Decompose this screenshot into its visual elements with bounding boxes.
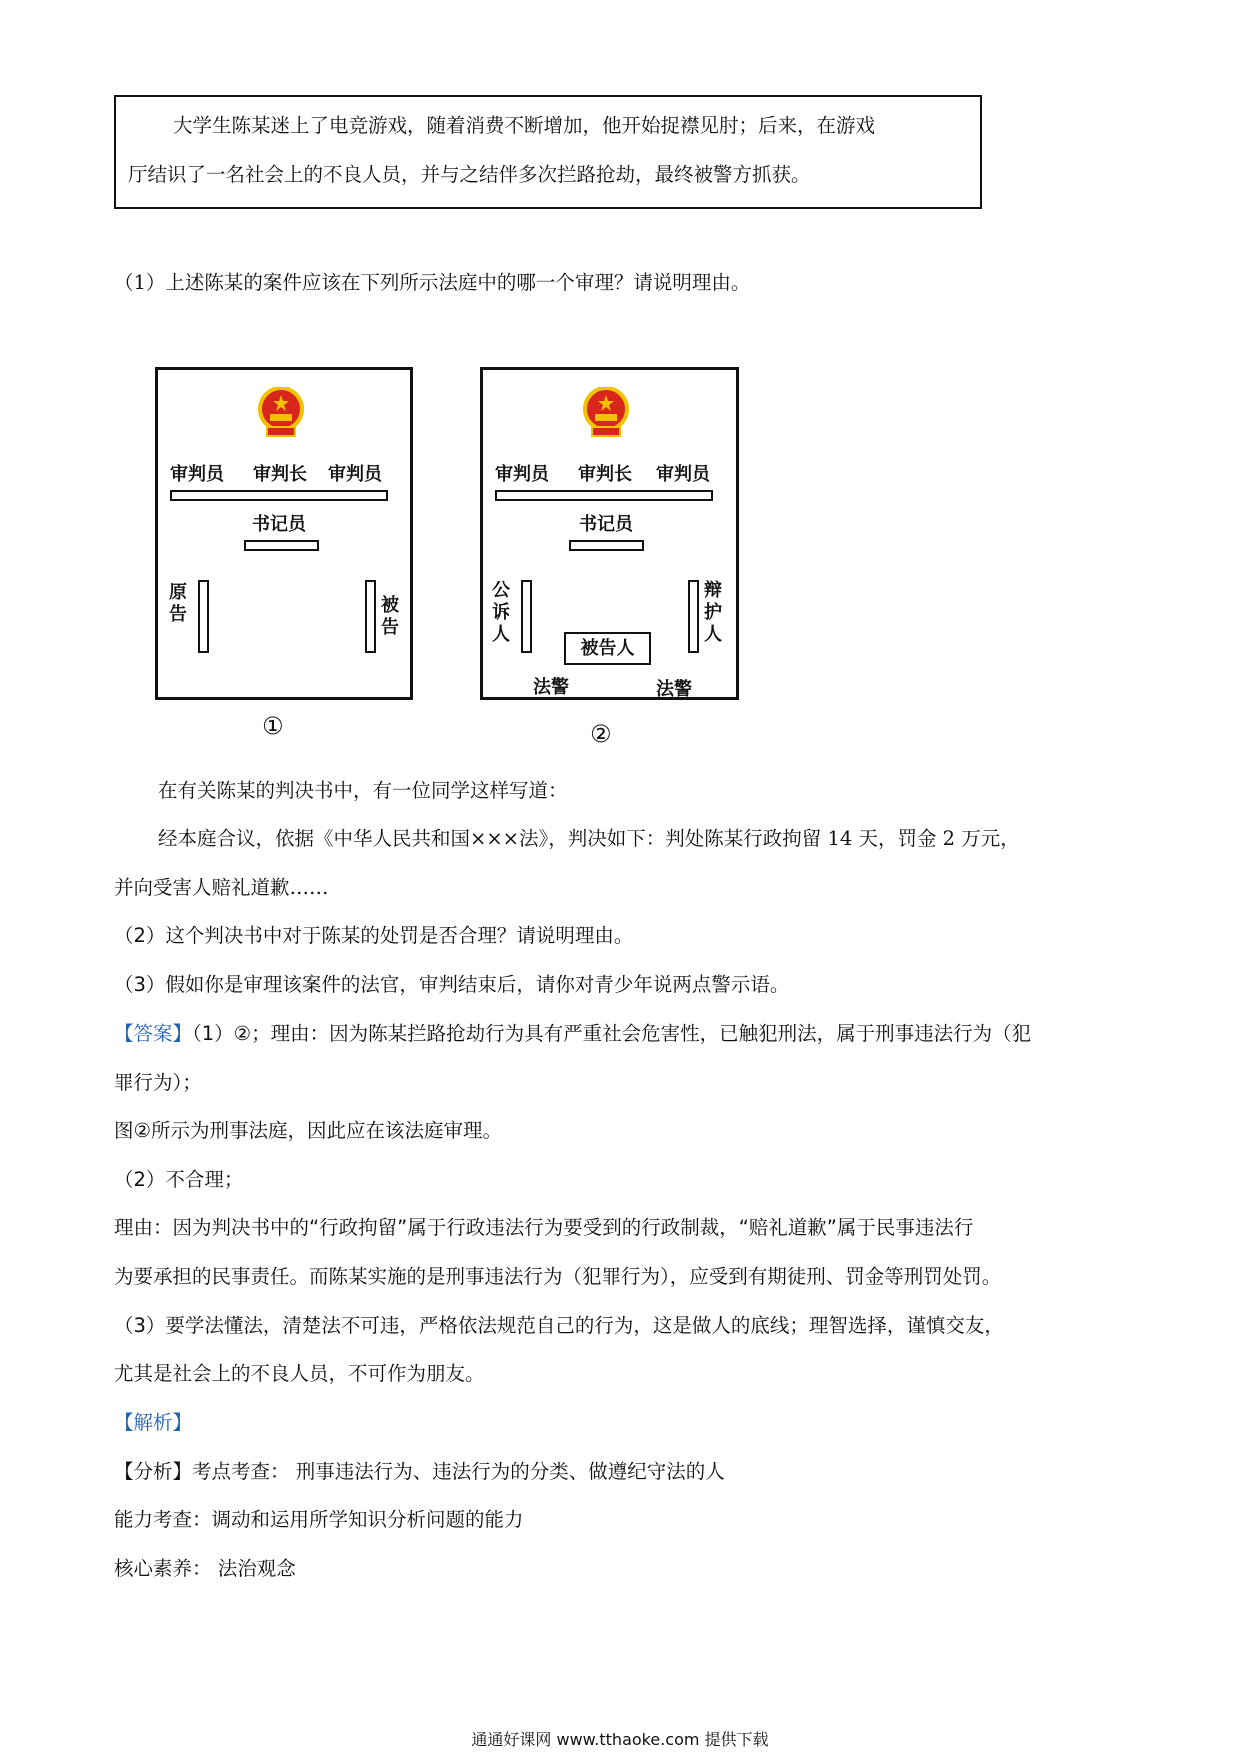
clerk-label: 书记员 (579, 514, 633, 535)
chief-judge-label: 审判长 (578, 464, 632, 485)
judgment-body-2: 并向受害人赔礼道歉…… (114, 876, 329, 899)
answer-line-4: （2）不合理； (114, 1168, 244, 1191)
prosecutor-desk (521, 580, 532, 653)
bailiff-right-label: 法警 (656, 679, 692, 700)
figure-2-number: ② (590, 720, 612, 748)
judge-right-label: 审判员 (328, 464, 382, 485)
answer-line-2: 罪行为）； (114, 1071, 202, 1094)
judge-left-label: 审判员 (495, 464, 549, 485)
judgment-intro: 在有关陈某的判决书中，有一位同学这样写道： (158, 779, 568, 802)
defender-desk (688, 580, 699, 653)
defender-label: 辩 护 人 (704, 580, 722, 645)
judge-left-label: 审判员 (170, 464, 224, 485)
judgment-body-1: 经本庭合议，依据《中华人民共和国×××法》，判决如下：判处陈某行政拘留 14 天，罚金 2 万元， (158, 827, 1020, 850)
answer-line-3: 图②所示为刑事法庭，因此应在该法庭审理。 (114, 1119, 502, 1142)
judges-bench (170, 490, 388, 501)
national-emblem-icon (257, 387, 305, 439)
footer-source: 通通好课网 www.tthaoke.com 提供下载 (471, 1730, 769, 1749)
court-diagram-criminal (480, 367, 739, 700)
question-1: （1）上述陈某的案件应该在下列所示法庭中的哪一个审理？请说明理由。 (114, 271, 751, 294)
answer-line-1: 【答案】（1）②；理由：因为陈某拦路抢劫行为具有严重社会危害性，已触犯刑法，属于刑事违法行为（犯 (114, 1022, 1032, 1045)
question-3: （3）假如你是审理该案件的法官，审判结束后，请你对青少年说两点警示语。 (114, 973, 790, 996)
bailiff-left-label: 法警 (533, 677, 569, 698)
answer-line-6: 为要承担的民事责任。而陈某实施的是刑事违法行为（犯罪行为），应受到有期徒刑、罚金等刑罚处罚。 (114, 1265, 1002, 1288)
national-emblem-icon (582, 387, 630, 439)
analysis-ability: 能力考查：调动和运用所学知识分析问题的能力 (114, 1508, 524, 1531)
clerk-desk (569, 540, 644, 551)
answer-tag: 【答案】 (114, 1022, 193, 1045)
case-line-1: 大学生陈某迷上了电竞游戏，随着消费不断增加，他开始捉襟见肘；后来，在游戏 (173, 114, 876, 137)
accused-dock: 被告人 (564, 632, 651, 665)
chief-judge-label: 审判长 (253, 464, 307, 485)
analysis-fenxi: 【分析】考点考查： 刑事违法行为、违法行为的分类、做遵纪守法的人 (114, 1460, 725, 1483)
clerk-desk (244, 540, 319, 551)
defendant-desk (365, 580, 376, 653)
judges-bench (495, 490, 713, 501)
answer-line-8: 尤其是社会上的不良人员，不可作为朋友。 (114, 1362, 485, 1385)
court-diagram-civil (155, 367, 413, 700)
plaintiff-label: 原 告 (169, 582, 187, 625)
plaintiff-desk (198, 580, 209, 653)
judge-right-label: 审判员 (656, 464, 710, 485)
case-line-2: 厅结识了一名社会上的不良人员，并与之结伴多次拦路抢劫，最终被警方抓获。 (128, 163, 811, 186)
answer-line-7: （3）要学法懂法，清楚法不可违，严格依法规范自己的行为，这是做人的底线；理智选择，谨慎交友， (114, 1314, 1004, 1337)
analysis-tag: 【解析】 (114, 1411, 193, 1434)
defendant-label: 被 告 (381, 595, 399, 638)
clerk-label: 书记员 (252, 514, 306, 535)
figure-1-number: ① (262, 712, 284, 740)
prosecutor-label: 公 诉 人 (492, 580, 510, 645)
analysis-core: 核心素养： 法治观念 (114, 1557, 296, 1580)
question-2: （2）这个判决书中对于陈某的处罚是否合理？请说明理由。 (114, 924, 634, 947)
answer-line-5: 理由：因为判决书中的“行政拘留”属于行政违法行为要受到的行政制裁，“赔礼道歉”属于民事违法行 (114, 1216, 974, 1239)
case-box (114, 95, 982, 209)
